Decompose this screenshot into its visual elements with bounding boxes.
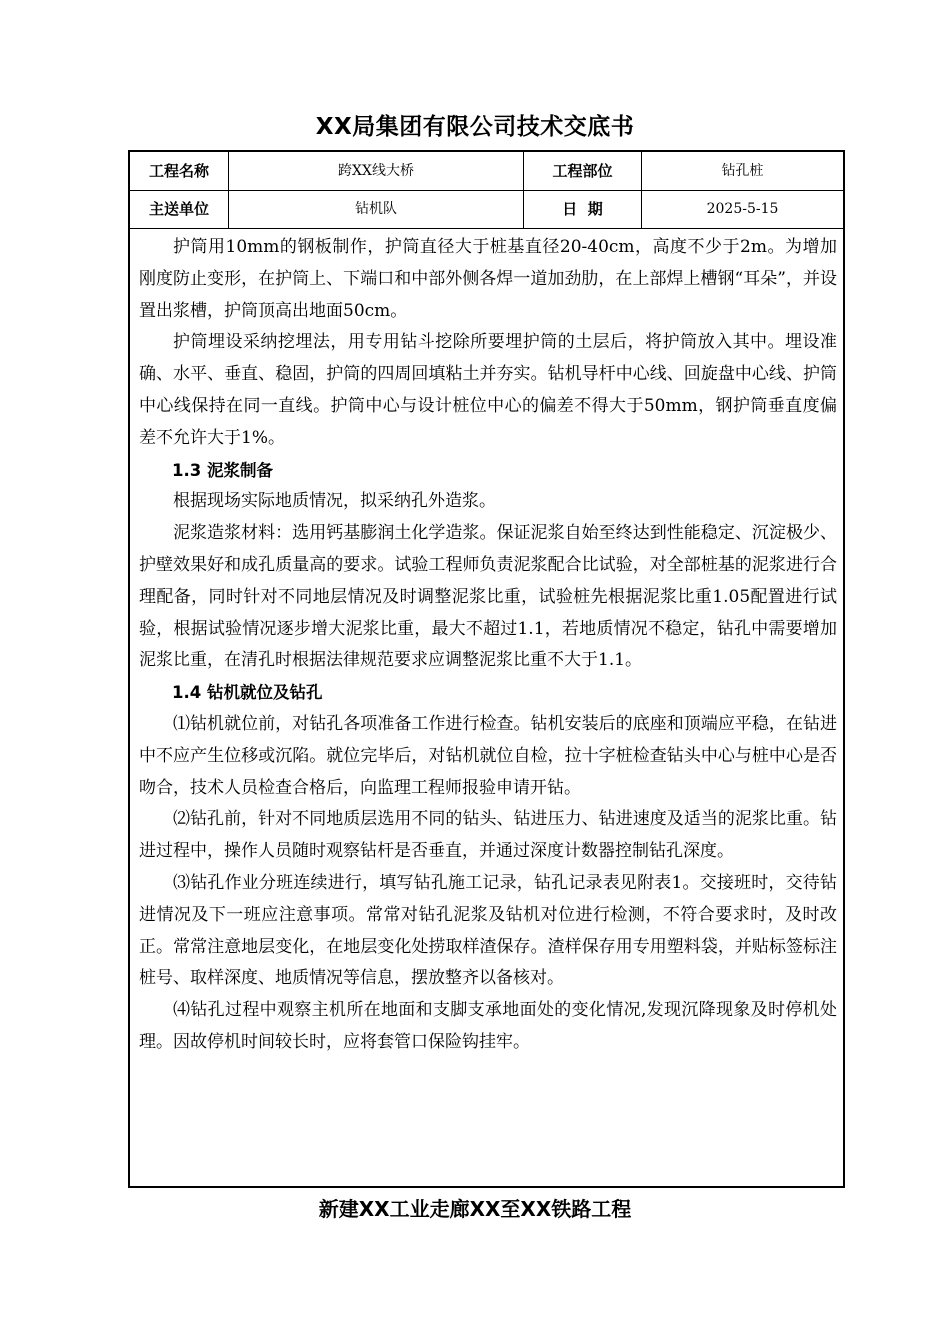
section-heading-mud-preparation: 1.3 泥浆制备 [172, 460, 273, 480]
header-row-1 [130, 152, 843, 191]
date-value: 2025-5-15 [706, 201, 779, 217]
paragraph-before-drilling: ⑵钻孔前，针对不同地质层选用不同的钻头、钻进压力、钻进速度及适当的泥浆比重。钻进过程中，操作人员随时观察钻杆是否垂直，并通过深度计数器控制钻孔深度。 [139, 809, 837, 862]
paragraph-mud-materials: 泥浆造浆材料：选用钙基膨润土化学造浆。保证泥浆自始至终达到性能稳定、沉淀极少、护壁效果好和成孔质量高的要求。试验工程师负责泥浆配合比试验，对全部桩基的泥浆进行合理配备，同时针对不同地层情况及时调整泥浆比重，试验桩先根据泥浆比重1.05配置进行试验，根据试验情况逐步增大泥浆比重，最大不超过1.1，若地质情况不稳定，钻孔中需要增加泥浆比重，在清孔时根据法律规范要求应调整泥浆比重不大于1.1。 [139, 523, 837, 671]
project-footer: 新建XX工业走廊XX至XX铁路工程 [318, 1197, 632, 1221]
paragraph-casing-burial: 护筒埋设采纳挖埋法，用专用钻斗挖除所要埋护筒的土层后，将护筒放入其中。埋设准确、水平、垂直、稳固，护筒的四周回填粘土并夯实。钻机导杆中心线、回旋盘中心线、护筒中心线保持在同一直线。护筒中心与设计桩位中心的偏差不得大于50mm，钢护筒垂直度偏差不允许大于1%。 [139, 332, 837, 448]
project-part-label: 工程部位 [524, 152, 642, 190]
content-body [139, 232, 837, 1059]
paragraph-drilling-shifts: ⑶钻孔作业分班连续进行，填写钻孔施工记录，钻孔记录表见附表1。交接班时，交待钻进情况及下一班应注意事项。常常对钻孔泥浆及钻机对位进行检测，不符合要求时，及时改正。常常注意地层变化，在地层变化处捞取样渣保存。渣样保存用专用塑料袋，并贴标签标注桩号、取样深度、地质情况等信息，摆放整齐以备核对。 [139, 872, 837, 989]
header-row-2 [130, 190, 843, 229]
paragraph-mud-method: 根据现场实际地质情况，拟采纳孔外造浆。 [173, 491, 496, 512]
project-name-value: 跨XX线大桥 [229, 152, 524, 190]
date-label: 日 期 [524, 190, 642, 228]
project-name-label: 工程名称 [130, 152, 229, 190]
paragraph-drilling-observation: ⑷钻孔过程中观察主机所在地面和支脚支承地面处的变化情况,发现沉降现象及时停机处理。因故停机时间较长时，应将套管口保险钩挂牢。 [139, 1000, 837, 1052]
paragraph-drill-positioning: ⑴钻机就位前，对钻孔各项准备工作进行检查。钻机安装后的底座和顶端应平稳，在钻进中不应产生位移或沉陷。就位完毕后，对钻机就位自检，拉十字桩检查钻头中心与桩中心是否吻合，技术人员检查合格后，向监理工程师报验申请开钻。 [139, 713, 837, 798]
document-title: XX局集团有限公司技术交底书 [315, 114, 635, 140]
section-heading-drilling: 1.4 钻机就位及钻孔 [172, 683, 323, 703]
unit-value: 钻机队 [229, 190, 524, 228]
paragraph-casing-fabrication: 护筒用10mm的钢板制作，护筒直径大于桩基直径20-40cm，高度不少于2m。为增加刚度防止变形，在护筒上、下端口和中部外侧各焊一道加劲肋，在上部焊上槽钢“耳朵”，并设置出浆槽，护筒顶高出地面50cm。 [139, 237, 837, 321]
unit-label: 主送单位 [130, 190, 229, 228]
disclosure-sheet [128, 150, 845, 1188]
project-part-value: 钻孔桩 [721, 163, 764, 179]
